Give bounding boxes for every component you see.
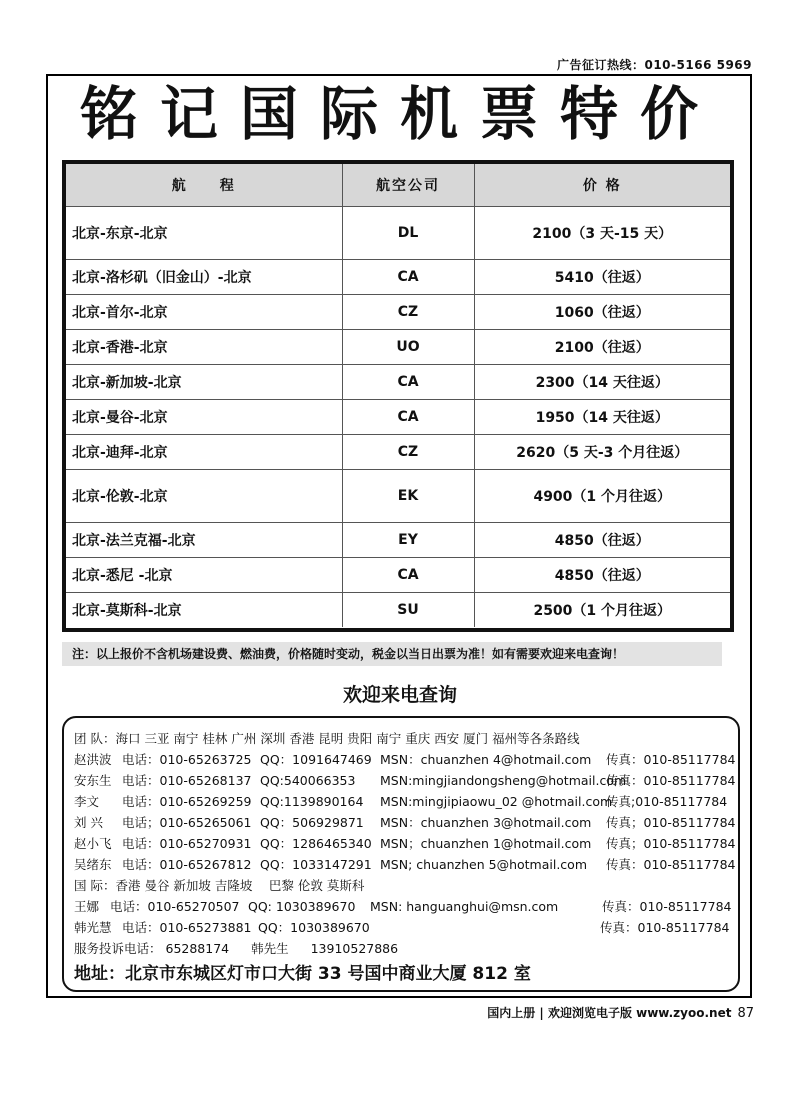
contact-qq: QQ:1139890164 <box>260 794 364 809</box>
contact-box <box>62 716 740 992</box>
route-cell: 北京-香港-北京 <box>66 330 342 365</box>
contact-fax: 传真：010-85117784 <box>606 752 736 767</box>
contact-phone: 电话：010-65267812 <box>122 857 252 872</box>
contact-name: 李文 <box>74 794 100 809</box>
header-airline: 航空公司 <box>342 164 474 207</box>
table-row <box>66 558 730 593</box>
contact-name: 刘 兴 <box>74 815 103 830</box>
contact-row <box>74 791 726 812</box>
route-cell: 北京-莫斯科-北京 <box>66 593 342 628</box>
group-routes <box>74 728 726 749</box>
page-title: 铭记国际机票特价 <box>79 80 720 148</box>
price-cell: 1060（往返） <box>474 295 730 330</box>
route-cell: 北京-迪拜-北京 <box>66 435 342 470</box>
route-cell: 北京-曼谷-北京 <box>66 400 342 435</box>
table-row <box>66 260 730 295</box>
footer-text: 国内上册 | 欢迎浏览电子版 www.zyoo.net <box>487 1006 732 1020</box>
price-cell: 4850（往返） <box>474 523 730 558</box>
contact-row <box>74 770 736 791</box>
price-cell: 5410（往返） <box>474 260 730 295</box>
contact-phone: 电话：010-65270507 <box>110 899 240 914</box>
contact-phone: 电话：010-65268137 <box>122 773 252 788</box>
contact-msn: MSN：chuanzhen 4@hotmail.com <box>380 752 592 767</box>
contact-name: 安东生 <box>74 773 112 788</box>
contact-qq: QQ: 1030389670 <box>248 899 356 914</box>
table-row <box>66 330 730 365</box>
price-cell: 2620（5 天-3 个月往返） <box>474 435 730 470</box>
contact-qq: QQ：1030389670 <box>258 920 370 935</box>
contact-phone: 电话：010-65269259 <box>122 794 252 809</box>
contact-msn: MSN：chuanzhen 3@hotmail.com <box>380 815 592 830</box>
group-routes-text: 团 队：海口 三亚 南宁 桂林 广州 深圳 香港 昆明 贵阳 南宁 重庆 西安 厦门 福州等各条路线 <box>74 731 580 746</box>
page-number: 87 <box>737 1006 754 1021</box>
contact-qq: QQ：1033147291 <box>260 857 372 872</box>
table-row <box>66 470 730 523</box>
contact-row <box>74 833 736 854</box>
price-cell: 4850（往返） <box>474 558 730 593</box>
table-row <box>66 365 730 400</box>
contact-name: 吴绪东 <box>74 857 112 872</box>
price-cell: 4900（1 个月往返） <box>474 470 730 523</box>
airline-cell: SU <box>342 593 474 628</box>
airline-cell: EK <box>342 470 474 523</box>
header-price: 价 格 <box>474 164 730 207</box>
contact-phone: 电话：010-65263725 <box>122 752 252 767</box>
welcome-heading: 欢迎来电查询 <box>342 684 457 706</box>
fare-table <box>62 160 734 632</box>
intl-routes-text: 国 际：香港 曼谷 新加坡 吉隆坡 巴黎 伦敦 莫斯科 <box>74 878 365 893</box>
route-cell: 北京-新加坡-北京 <box>66 365 342 400</box>
airline-cell: CA <box>342 558 474 593</box>
contact-fax: 传真：010-85117784 <box>602 899 732 914</box>
route-cell: 北京-伦敦-北京 <box>66 470 342 523</box>
contact-qq: QQ：506929871 <box>260 815 364 830</box>
airline-cell: CA <box>342 365 474 400</box>
service-label: 服务投诉电话： <box>74 941 162 956</box>
ad-hotline: 广告征订热线：010-5166 5969 <box>556 58 752 72</box>
table-row <box>66 207 730 260</box>
price-note: 注：以上报价不含机场建设费、燃油费，价格随时变动，税金以当日出票为准！如有需要欢迎来电查询！ <box>62 642 722 666</box>
contact-msn: MSN; chuanzhen 5@hotmail.com <box>380 857 588 872</box>
contact-fax: 传真：010-85117784 <box>606 773 736 788</box>
contact-name: 韩光慧 <box>74 920 112 935</box>
price-cell: 2500（1 个月往返） <box>474 593 730 628</box>
contact-fax: 传真：010-85117784 <box>600 920 730 935</box>
contact-fax: 传真;010-85117784 <box>606 794 728 809</box>
route-cell: 北京-东京-北京 <box>66 207 342 260</box>
contact-row <box>74 812 736 833</box>
service-mobile: 13910527886 <box>310 941 399 956</box>
contact-fax: 传真；010-85117784 <box>606 836 736 851</box>
service-phone: 65288174 <box>165 941 230 956</box>
price-cell: 1950（14 天往返） <box>474 400 730 435</box>
airline-cell: CA <box>342 260 474 295</box>
contact-fax: 传真；010-85117784 <box>606 815 736 830</box>
fare-table-header <box>66 164 730 207</box>
address: 地址：北京市东城区灯市口大街 33 号国中商业大厦 812 室 <box>74 964 531 984</box>
contact-name: 赵洪波 <box>74 752 112 767</box>
contact-row <box>74 854 736 875</box>
contact-qq: QQ：1286465340 <box>260 836 372 851</box>
contact-msn: MSN:mingjipiaowu_02 @hotmail.com <box>380 794 613 809</box>
table-row <box>66 400 730 435</box>
contact-row <box>74 896 732 917</box>
route-cell: 北京-洛杉矶（旧金山）-北京 <box>66 260 342 295</box>
table-row <box>66 523 730 558</box>
contact-row <box>74 749 736 770</box>
service-person: 韩先生 <box>251 941 289 956</box>
header-route: 航 程 <box>66 164 342 207</box>
contact-msn: MSN；chuanzhen 1@hotmail.com <box>380 836 592 851</box>
airline-cell: UO <box>342 330 474 365</box>
price-cell: 2300（14 天往返） <box>474 365 730 400</box>
contact-phone: 电话：010-65270931 <box>122 836 252 851</box>
table-row <box>66 295 730 330</box>
airline-cell: CZ <box>342 295 474 330</box>
intl-routes <box>74 875 726 896</box>
table-row <box>66 435 730 470</box>
route-cell: 北京-悉尼 -北京 <box>66 558 342 593</box>
contact-fax: 传真：010-85117784 <box>606 857 736 872</box>
airline-cell: EY <box>342 523 474 558</box>
page-footer <box>487 1004 754 1021</box>
route-cell: 北京-法兰克福-北京 <box>66 523 342 558</box>
route-cell: 北京-首尔-北京 <box>66 295 342 330</box>
airline-cell: CA <box>342 400 474 435</box>
table-row <box>66 593 730 628</box>
contact-msn: MSN: hanguanghui@msn.com <box>370 899 559 914</box>
contact-qq: QQ：1091647469 <box>260 752 372 767</box>
contact-msn: MSN:mingjiandongsheng@hotmail.com <box>380 773 627 788</box>
contact-name: 王娜 <box>74 899 100 914</box>
contact-qq: QQ:540066353 <box>260 773 356 788</box>
contact-phone: 电话：010-65273881 <box>122 920 252 935</box>
contact-name: 赵小飞 <box>74 836 112 851</box>
price-cell: 2100（3 天-15 天） <box>474 207 730 260</box>
price-cell: 2100（往返） <box>474 330 730 365</box>
airline-cell: CZ <box>342 435 474 470</box>
service-line <box>74 938 726 959</box>
fare-table-grid <box>66 164 730 627</box>
contact-phone: 电话；010-65265061 <box>122 815 252 830</box>
contact-row <box>74 917 730 938</box>
airline-cell: DL <box>342 207 474 260</box>
